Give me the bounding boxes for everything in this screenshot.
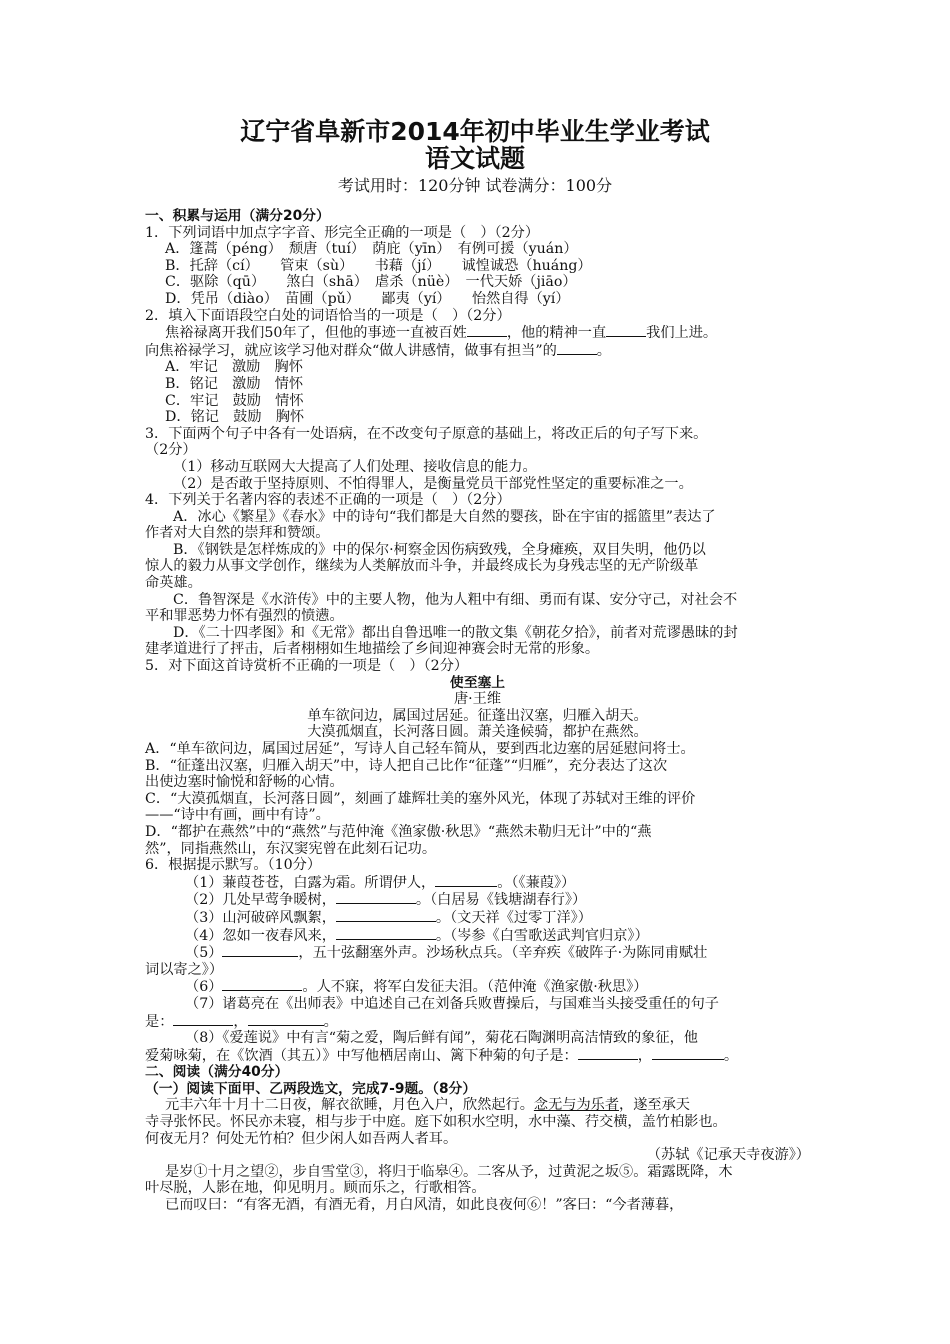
passage-jia-line1: 元丰六年十月十二日夜，解衣欲睡，月色入户，欣然起行。念无与为乐者，遂至承天 bbox=[165, 1097, 690, 1114]
exam-body bbox=[145, 208, 810, 1214]
q6-item-5-line2: 词以寄之》） bbox=[145, 961, 224, 978]
q5-option-a: A．“单车欲问边，属国过居延”，写诗人自己轻车简从，要到西北边塞的居延慰问将士。 bbox=[145, 741, 695, 757]
q1-option-c: C．驱除（qū） 煞白（shā） 虐杀（nüè） 一代天娇（jiāo） bbox=[165, 274, 577, 291]
q3-stem: 3．下面两个句子中各有一处语病，在不改变句子原意的基础上，将改正后的句子写下来。 bbox=[145, 425, 708, 442]
q3-score: （2分） bbox=[145, 442, 197, 459]
q6-item-8-line2: 爱菊咏菊，在《饮酒（其五）》中写他栖居南山、篱下种菊的句子是： ， 。 bbox=[145, 1047, 739, 1064]
q5-option-d-line2: 然”，同指燕然山，东汉窦宪曾在此刻石记功。 bbox=[145, 840, 437, 857]
q5-option-b-line1: B．“征蓬出汉塞，归雁入胡天”中，诗人把自己比作“征蓬”“归雁”，充分表达了这次 bbox=[145, 757, 668, 774]
q4-option-d-line2: 建孝道进行了抨击，后者栩栩如生地描绘了乡间迎神赛会时无常的形象。 bbox=[145, 641, 600, 658]
q2-blank-2[interactable] bbox=[606, 324, 646, 337]
q4-option-b-line1: B．《钢铁是怎样炼成的》中的保尔·柯察金因伤病致残，全身瘫痪，双目失明，他仍以 bbox=[173, 541, 706, 558]
q6-item-5-line1: （5） ，五十弦翻塞外声。沙场秋点兵。（辛弃疾《破阵子·为陈同甫赋壮 bbox=[185, 945, 708, 962]
passage-jia-line3: 何夜无月？何处无竹柏？但少闲人如吾两人者耳。 bbox=[145, 1130, 458, 1147]
q6-blank-5[interactable] bbox=[222, 944, 298, 957]
passage-jia-line2: 寺寻张怀民。怀民亦未寝，相与步于中庭。庭下如积水空明，水中藻、荇交横，盖竹柏影也。 bbox=[145, 1114, 727, 1131]
exam-subtitle: 语文试题 bbox=[424, 144, 525, 173]
q6-item-7-line1: （7）诸葛亮在《出师表》中追述自己在刘备兵败曹操后，与国难当头接受重任的句子 bbox=[185, 995, 719, 1012]
q6-item-7-line2: 是： ， 。 bbox=[145, 1013, 338, 1030]
q6-item-2: （2）几处早莺争暖树， 。（白居易《钱塘湖春行》） bbox=[185, 892, 587, 909]
poem-line-1: 单车欲问边，属国过居延。征蓬出汉塞，归雁入胡天。 bbox=[307, 707, 648, 724]
q4-option-b-line3: 命英雄。 bbox=[145, 575, 202, 592]
underlined-phrase: 念无与为乐者 bbox=[533, 1097, 620, 1114]
section2-heading: 二、阅读（满分40分） bbox=[145, 1064, 289, 1081]
q4-option-c-line1: C．鲁智深是《水浒传》中的主要人物，他为人粗中有细、勇而有谋、安分守己，对社会不 bbox=[173, 591, 738, 608]
q4-option-d-line1: D．《二十四孝图》和《无常》都出自鲁迅唯一的散文集《朝花夕拾》，前者对荒谬愚昧的封 bbox=[173, 624, 738, 641]
q1-option-a: A．篷蒿（péng） 颓唐（tuí） 荫庇（yīn） 有例可援（yuán） bbox=[165, 241, 578, 258]
q2-option-b: B．铭记 激励 情怀 bbox=[165, 375, 304, 392]
passage-yi-line3: 已而叹曰：“有客无酒，有酒无肴，月白风清，如此良夜何⑥！”客曰：“今者薄暮， bbox=[165, 1197, 684, 1214]
q6-item-3: （3）山河破碎风飘絮， 。（文天祥《过零丁洋》） bbox=[185, 909, 592, 926]
q2-stem: 2．填入下面语段空白处的词语恰当的一项是（ ）（2分） bbox=[145, 307, 511, 324]
reading-1-heading: （一）阅读下面甲、乙两段选文，完成7-9题。（8分） bbox=[145, 1080, 477, 1097]
q1-option-d: D．凭吊（diào） 苗圃（pǔ） 鄙夷（yí） 怡然自得（yí） bbox=[165, 290, 570, 307]
q3-sentence-2: （2）是否敢于坚持原则、不怕得罪人，是衡量党员干部党性坚定的重要标准之一。 bbox=[173, 475, 693, 492]
q2-blank-1[interactable] bbox=[467, 324, 507, 337]
q4-stem: 4．下列关于名著内容的表述不正确的一项是（ ）（2分） bbox=[145, 492, 511, 509]
q5-option-b-line2: 出使边塞时愉悦和舒畅的心情。 bbox=[145, 774, 344, 791]
q2-passage-line2: 向焦裕禄学习，就应该学习他对群众“做人讲感情，做事有担当”的 。 bbox=[145, 342, 611, 359]
q6-blank-6[interactable] bbox=[222, 978, 302, 991]
q2-passage-line1: 焦裕禄离开我们50年了，但他的事迹一直被百姓 ，他的精神一直 我们上进。 bbox=[165, 325, 718, 342]
q1-stem: 1．下列词语中加点字字音、形完全正确的一项是（ ）（2分） bbox=[145, 224, 540, 241]
q6-blank-2[interactable] bbox=[336, 891, 416, 904]
q1-option-b: B．托辞（cí） 管束（sù） 书藉（jí） 诚惶诚恐（huáng） bbox=[165, 257, 592, 274]
q6-item-6: （6） 。人不寐，将军白发征夫泪。（范仲淹《渔家傲·秋思》） bbox=[185, 979, 648, 996]
q2-blank-3[interactable] bbox=[557, 342, 597, 355]
q5-option-c-line1: C．“大漠孤烟直，长河落日圆”，刻画了雄辉壮美的塞外风光，体现了苏轼对王维的评价 bbox=[145, 790, 696, 807]
poem-author: 唐·王维 bbox=[453, 691, 502, 708]
poem-line-2: 大漠孤烟直，长河落日圆。萧关逢候骑，都护在燕然。 bbox=[307, 724, 648, 741]
q3-sentence-1: （1）移动互联网大大提高了人们处理、接收信息的能力。 bbox=[173, 458, 537, 475]
q4-option-b-line2: 惊人的毅力从事文学创作，继续为人类解放而斗争，并最终成长为身残志坚的无产阶级革 bbox=[145, 558, 699, 575]
q6-blank-1[interactable] bbox=[435, 874, 497, 887]
passage-jia-source: （苏轼《记承天寺夜游》） bbox=[646, 1147, 810, 1164]
q6-blank-4[interactable] bbox=[336, 927, 436, 940]
exam-info: 考试用时：120分钟 试卷满分：100分 bbox=[337, 176, 613, 195]
q6-item-1: （1）蒹葭苍苍，白露为霜。所谓伊人， 。（《蒹葭》） bbox=[185, 874, 576, 891]
q6-blank-8a[interactable] bbox=[578, 1047, 638, 1060]
q6-blank-7a[interactable] bbox=[173, 1013, 233, 1026]
poem-title: 使至塞上 bbox=[449, 674, 506, 691]
q2-option-d: D．铭记 鼓励 胸怀 bbox=[165, 409, 305, 426]
q6-blank-8b[interactable] bbox=[652, 1047, 724, 1060]
q2-option-a: A．牢记 激励 胸怀 bbox=[165, 359, 303, 376]
q2-option-c: C．牢记 鼓励 情怀 bbox=[165, 392, 304, 409]
q4-option-a-line1: A．冰心《繁星》《春水》中的诗句“我们都是大自然的婴孩，卧在宇宙的摇篮里”表达了 bbox=[173, 508, 716, 525]
q6-stem: 6．根据提示默写。（10分） bbox=[145, 857, 322, 874]
section1-heading: 一、积累与运用（满分20分） bbox=[145, 208, 330, 224]
q6-blank-7b[interactable] bbox=[248, 1013, 324, 1026]
exam-title: 辽宁省阜新市2014年初中毕业生学业考试 bbox=[240, 117, 710, 146]
q6-item-4: （4）忽如一夜春风来， 。（岑参《白雪歌送武判官归京》） bbox=[185, 927, 649, 944]
q4-option-a-line2: 作者对大自然的崇拜和赞颂。 bbox=[145, 525, 330, 542]
passage-yi-line1: 是岁①十月之望②，步自雪堂③，将归于临皋④。二客从予，过黄泥之坂⑤。霜露既降，木 bbox=[165, 1163, 733, 1180]
q5-option-d-line1: D．“都护在燕然”中的“燕然”与范仲淹《渔家傲·秋思》“燕然未勒归无计”中的“燕 bbox=[145, 823, 652, 840]
q5-option-c-line2: ——“诗中有画，画中有诗”。 bbox=[145, 807, 330, 824]
q4-option-c-line2: 平和罪恶势力怀有强烈的愤懑。 bbox=[145, 608, 344, 625]
q5-stem: 5．对下面这首诗赏析不正确的一项是（ ）（2分） bbox=[145, 658, 469, 675]
passage-yi-line2: 叶尽脱，人影在地，仰见明月。顾而乐之，行歌相答。 bbox=[145, 1180, 486, 1197]
q6-item-8-line1: （8）《爱莲说》中有言“菊之爱，陶后鲜有闻”，菊花石陶渊明高洁情致的象征，他 bbox=[185, 1030, 698, 1047]
q6-blank-3[interactable] bbox=[336, 909, 436, 922]
